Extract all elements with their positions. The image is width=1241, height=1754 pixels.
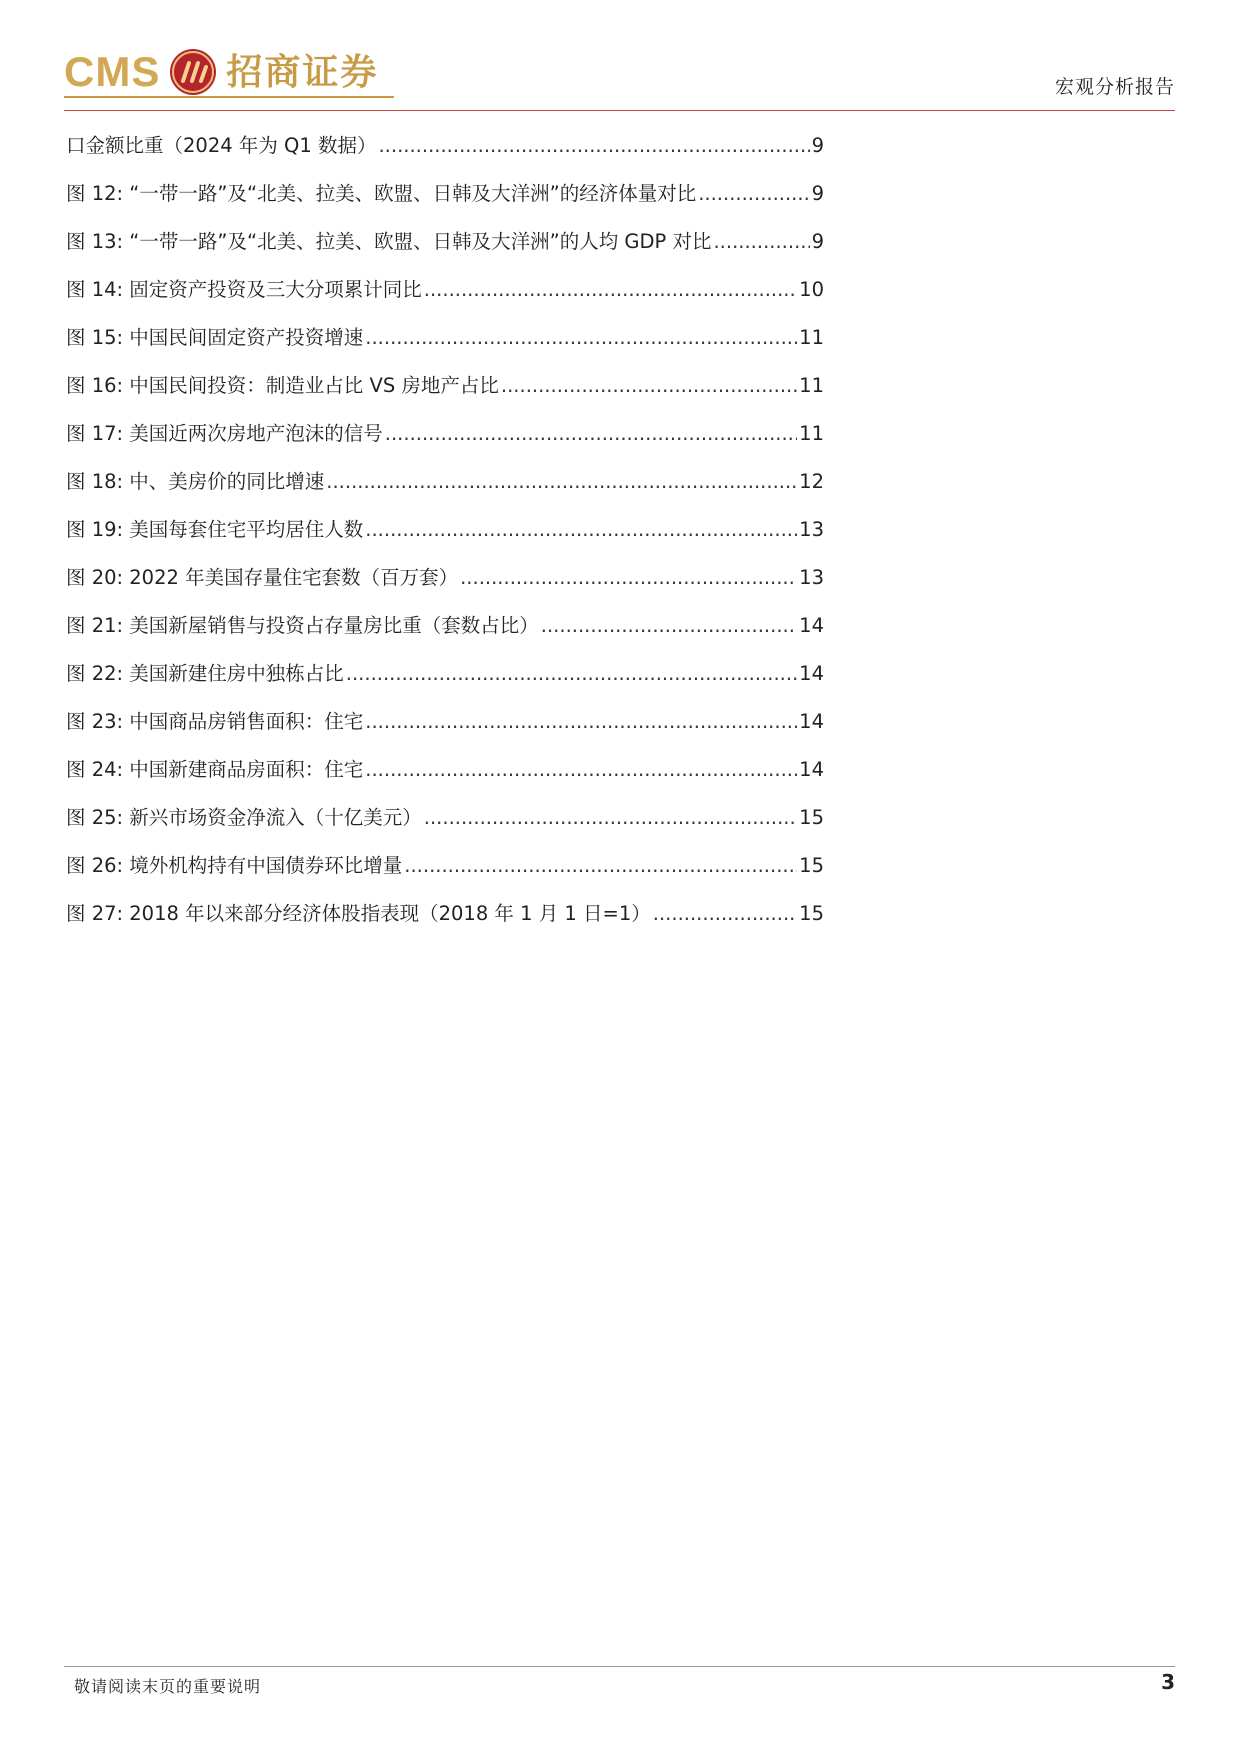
toc-dot-leader <box>698 182 809 205</box>
toc-entry[interactable] <box>66 754 824 802</box>
toc-entry[interactable] <box>66 802 824 850</box>
toc-dot-leader <box>326 470 797 493</box>
toc-dot-leader <box>365 710 797 733</box>
toc-entry-page[interactable]: 13 <box>799 566 824 589</box>
toc-entry[interactable] <box>66 562 824 610</box>
toc-dot-leader <box>385 422 797 445</box>
toc-entry[interactable] <box>66 370 824 418</box>
toc-entry-page[interactable]: 9 <box>811 134 824 157</box>
toc-entry[interactable] <box>66 610 824 658</box>
footer-divider <box>64 1666 1175 1667</box>
toc-dot-leader <box>713 230 809 253</box>
report-type-label: 宏观分析报告 <box>1054 76 1175 98</box>
logo-cms-text: CMS <box>64 48 161 95</box>
header-divider <box>64 110 1175 111</box>
toc-entry-page[interactable]: 15 <box>799 854 824 877</box>
toc-entry-title[interactable]: 图 21: 美国新屋销售与投资占存量房比重（套数占比） <box>66 614 539 637</box>
footer-disclaimer-note: 敬请阅读末页的重要说明 <box>74 1677 262 1696</box>
toc-entry-page[interactable]: 14 <box>799 614 824 637</box>
toc-dot-leader <box>404 854 797 877</box>
toc-entry-page[interactable]: 9 <box>811 182 824 205</box>
toc-entry[interactable] <box>66 226 824 274</box>
toc-dot-leader <box>365 326 797 349</box>
logo-chinese-name: 招商证券 <box>226 51 379 93</box>
toc-entry[interactable] <box>66 178 824 226</box>
toc-entry-title[interactable]: 图 19: 美国每套住宅平均居住人数 <box>66 518 364 541</box>
toc-entry-page[interactable]: 14 <box>799 662 824 685</box>
toc-entry-title[interactable]: 图 18: 中、美房价的同比增速 <box>66 470 325 493</box>
toc-entry-page[interactable]: 13 <box>799 518 824 541</box>
toc-entry[interactable] <box>66 850 824 898</box>
toc-entry-title[interactable]: 图 20: 2022 年美国存量住宅套数（百万套） <box>66 566 459 589</box>
toc-dot-leader <box>541 614 797 637</box>
toc-entry[interactable] <box>66 514 824 562</box>
toc-dot-leader <box>653 902 797 925</box>
table-of-figures <box>66 130 824 946</box>
toc-entry-title[interactable]: 图 26: 境外机构持有中国债券环比增量 <box>66 854 403 877</box>
toc-entry-title[interactable]: 图 15: 中国民间固定资产投资增速 <box>66 326 364 349</box>
company-logo <box>64 44 378 100</box>
toc-dot-leader <box>501 374 797 397</box>
toc-dot-leader <box>346 662 797 685</box>
toc-entry-page[interactable]: 10 <box>799 278 824 301</box>
toc-entry[interactable] <box>66 274 824 322</box>
toc-entry-title[interactable]: 图 12: “一带一路”及“北美、拉美、欧盟、日韩及大洋洲”的经济体量对比 <box>66 182 697 205</box>
toc-entry[interactable] <box>66 466 824 514</box>
toc-entry[interactable] <box>66 322 824 370</box>
toc-entry-page[interactable]: 11 <box>799 374 824 397</box>
toc-entry-title[interactable]: 图 17: 美国近两次房地产泡沫的信号 <box>66 422 383 445</box>
toc-entry-title[interactable]: 口金额比重（2024 年为 Q1 数据） <box>66 134 377 157</box>
toc-entry-page[interactable]: 14 <box>799 758 824 781</box>
toc-entry-title[interactable]: 图 22: 美国新建住房中独栋占比 <box>66 662 344 685</box>
toc-entry[interactable] <box>66 706 824 754</box>
toc-dot-leader <box>424 806 797 829</box>
toc-entry-page[interactable]: 12 <box>799 470 824 493</box>
logo-emblem-icon <box>168 47 218 97</box>
toc-entry-page[interactable]: 15 <box>799 902 824 925</box>
toc-dot-leader <box>460 566 797 589</box>
toc-dot-leader <box>424 278 797 301</box>
toc-entry-title[interactable]: 图 14: 固定资产投资及三大分项累计同比 <box>66 278 422 301</box>
toc-entry-title[interactable]: 图 25: 新兴市场资金净流入（十亿美元） <box>66 806 422 829</box>
toc-entry-page[interactable]: 15 <box>799 806 824 829</box>
toc-dot-leader <box>378 134 809 157</box>
toc-entry-page[interactable]: 11 <box>799 422 824 445</box>
toc-entry[interactable] <box>66 898 824 946</box>
toc-dot-leader <box>365 758 797 781</box>
logo-underline <box>64 96 394 98</box>
toc-entry-title[interactable]: 图 24: 中国新建商品房面积：住宅 <box>66 758 364 781</box>
toc-entry-page[interactable]: 11 <box>799 326 824 349</box>
toc-entry-title[interactable]: 图 13: “一带一路”及“北美、拉美、欧盟、日韩及大洋洲”的人均 GDP 对比 <box>66 230 712 253</box>
toc-dot-leader <box>365 518 797 541</box>
toc-entry-page[interactable]: 14 <box>799 710 824 733</box>
toc-entry-title[interactable]: 图 16: 中国民间投资：制造业占比 VS 房地产占比 <box>66 374 499 397</box>
toc-entry[interactable] <box>66 130 824 178</box>
toc-entry-title[interactable]: 图 23: 中国商品房销售面积：住宅 <box>66 710 364 733</box>
page-number: 3 <box>1161 1670 1175 1694</box>
toc-entry-page[interactable]: 9 <box>811 230 824 253</box>
toc-entry[interactable] <box>66 418 824 466</box>
page-header <box>0 0 1241 112</box>
toc-entry-title[interactable]: 图 27: 2018 年以来部分经济体股指表现（2018 年 1 月 1 日=1） <box>66 902 651 925</box>
toc-entry[interactable] <box>66 658 824 706</box>
